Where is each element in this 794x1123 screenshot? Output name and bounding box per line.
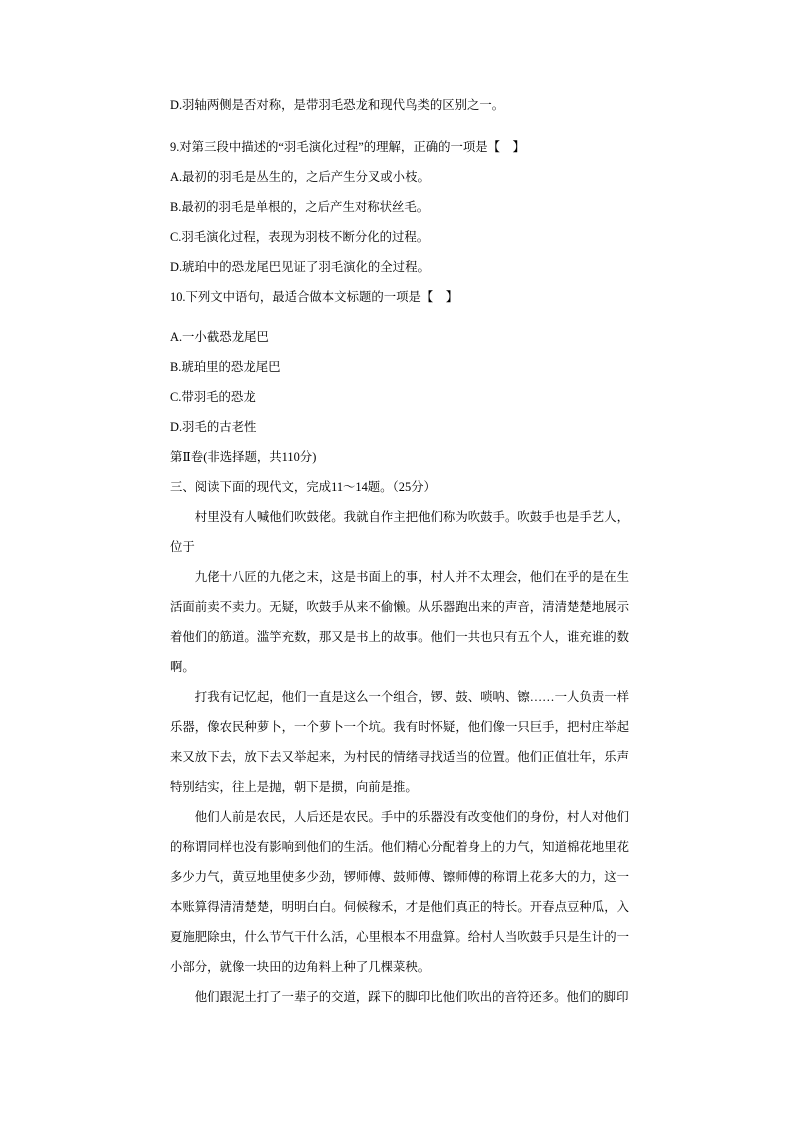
passage-paragraph: 他们跟泥土打了一辈子的交道，踩下的脚印比他们吹出的音符还多。他们的脚印 <box>194 990 629 1004</box>
question-9-option-b: B.最初的羽毛是单根的，之后产生对称状丝毛。 <box>170 200 430 214</box>
question-9-option-d: D.琥珀中的恐龙尾巴见证了羽毛演化的全过程。 <box>170 260 430 274</box>
volume-2-header: 第Ⅱ卷(非选择题，共110分) <box>170 450 317 464</box>
passage-paragraph: 村里没有人喊他们吹鼓佬。我就自作主把他们称为吹鼓手。吹鼓手也是手艺人，位于 <box>170 510 629 554</box>
question-10-option-d: D.羽毛的古老性 <box>170 420 257 434</box>
question-10-option-b: B.琥珀里的恐龙尾巴 <box>170 360 281 374</box>
question-8-option-d: D.羽轴两侧是否对称，是带羽毛恐龙和现代鸟类的区别之一。 <box>170 98 505 112</box>
section-3-header: 三、阅读下面的现代文，完成11～14题。（25分） <box>170 480 436 494</box>
question-10-option-a: A.一小截恐龙尾巴 <box>170 330 269 344</box>
question-9-option-c: C.羽毛演化过程，表现为羽枝不断分化的过程。 <box>170 230 430 244</box>
document-content <box>170 90 629 1012</box>
question-10-option-c: C.带羽毛的恐龙 <box>170 390 256 404</box>
question-9-stem: 9.对第三段中描述的“羽毛演化过程”的理解，正确的一项是【 】 <box>170 140 525 154</box>
passage-paragraph: 他们人前是农民，人后还是农民。手中的乐器没有改变他们的身份，村人对他们的称谓同样也没有影响到他们的生活。他们精心分配着身上的力气，知道棉花地里花多少力气，黄豆地里使多少劲，锣师傅、鼓师傅、镲师傅的称谓上花多大的力，这一本账算得清清楚楚，明明白白。伺候稼禾，才是他们真正的特长。开春点豆种瓜，入夏施肥除虫，什么节气干什么活，心里根本不用盘算。给村人当吹鼓手只是生计的一小部分，就像一块田的边角料上种了几棵菜秧。 <box>170 810 629 974</box>
passage-paragraph: 九佬十八匠的九佬之末，这是书面上的事，村人并不太理会，他们在乎的是在生活面前卖不卖力。无疑，吹鼓手从来不偷懒。从乐器跑出来的声音，清清楚楚地展示着他们的筋道。滥竽充数，那又是书上的故事。他们一共也只有五个人，谁充谁的数啊。 <box>170 570 629 674</box>
passage-paragraph: 打我有记忆起，他们一直是这么一个组合，锣、鼓、唢呐、镲……一人负责一样乐器，像农民种萝卜，一个萝卜一个坑。我有时怀疑，他们像一只巨手，把村庄举起来又放下去，放下去又举起来，为村民的情绪寻找适当的位置。他们正值壮年，乐声特别结实，往上是抛，朝下是掼，向前是推。 <box>170 690 629 794</box>
question-10-stem: 10.下列文中语句，最适合做本文标题的一项是【 】 <box>170 290 459 304</box>
question-9-option-a: A.最初的羽毛是丛生的，之后产生分叉或小枝。 <box>170 170 430 184</box>
